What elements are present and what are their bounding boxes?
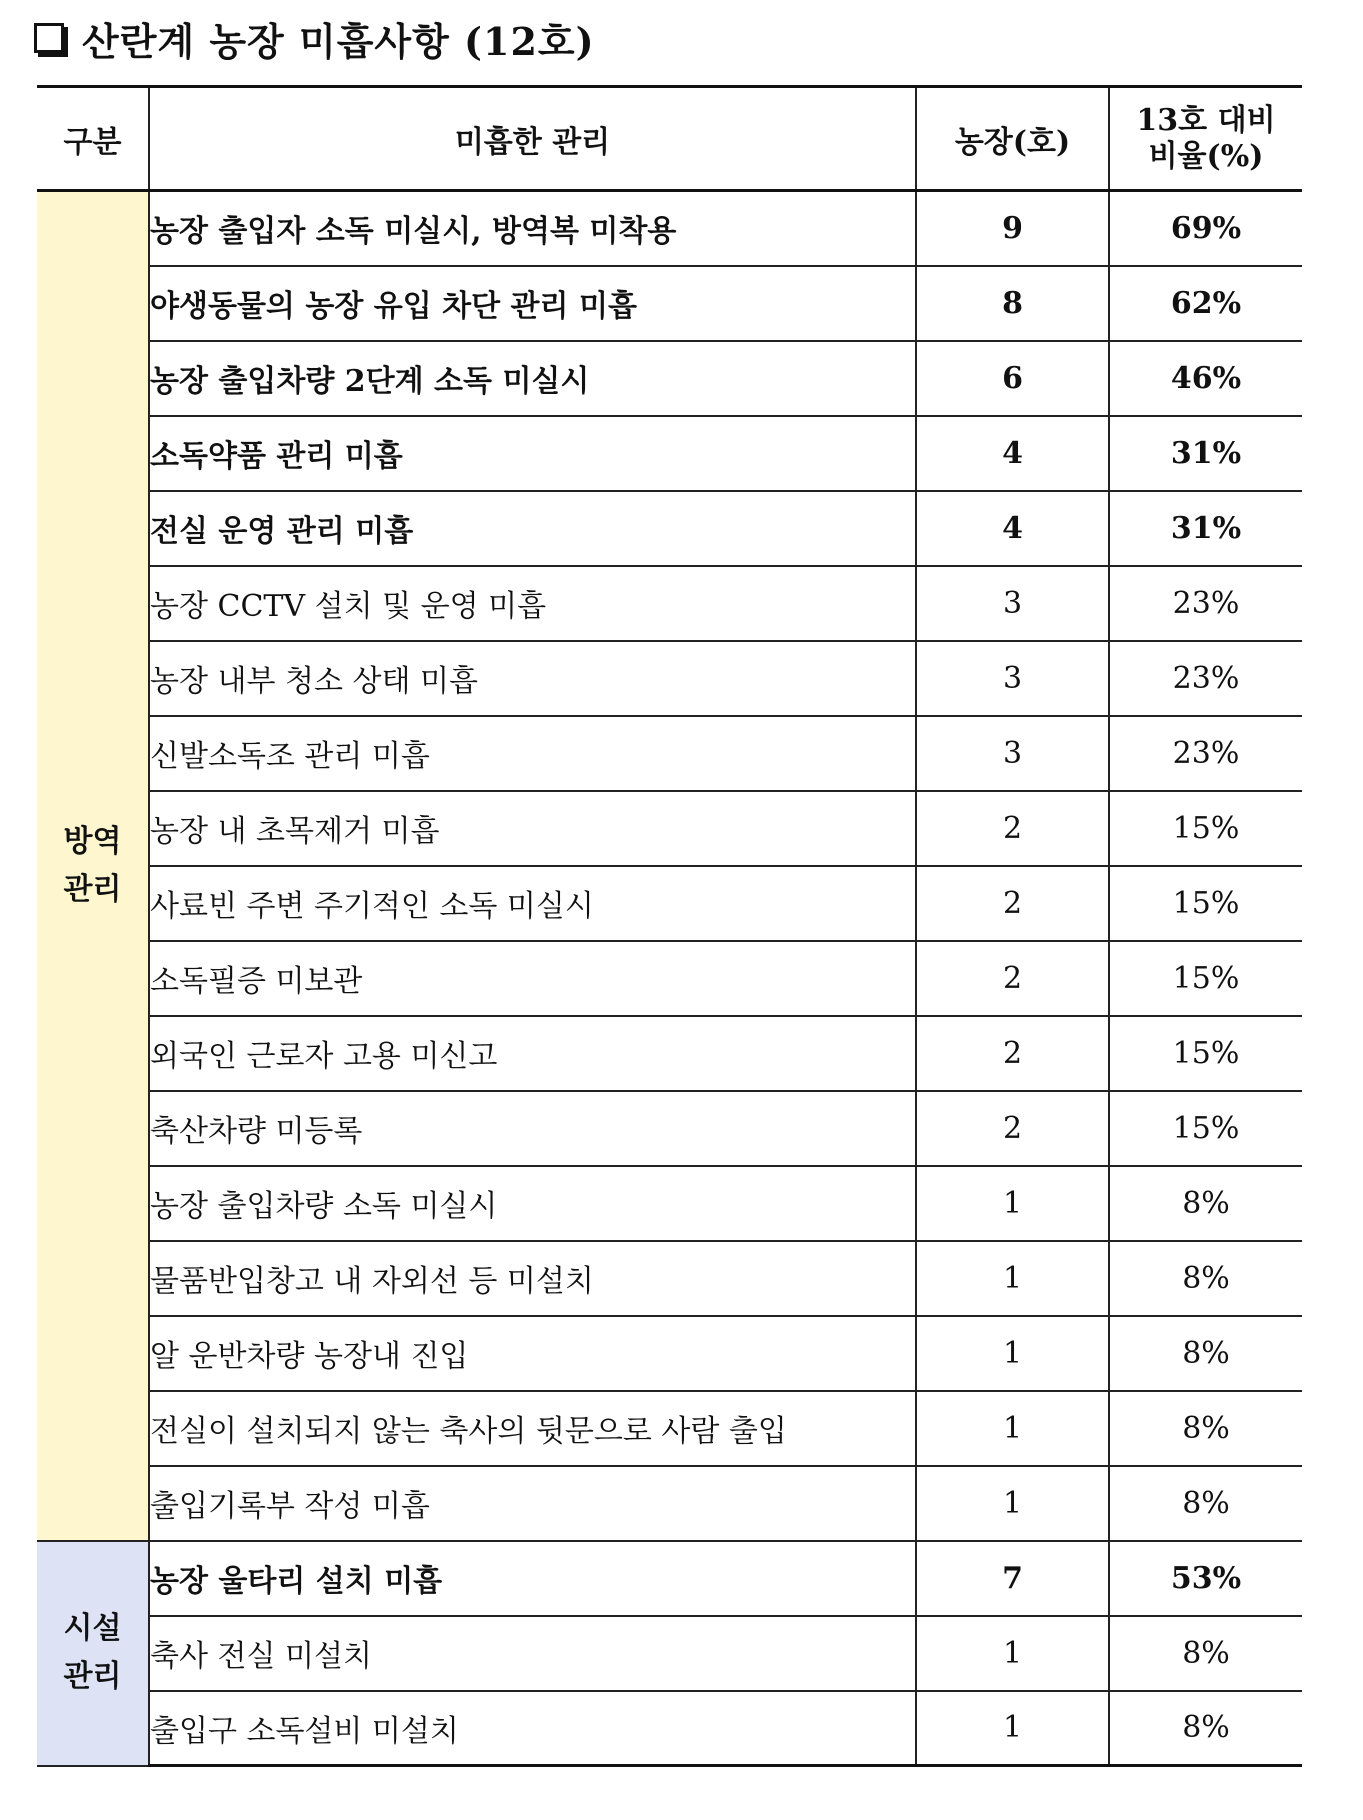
header-category: 구분 xyxy=(37,87,149,191)
table-row xyxy=(37,416,1302,491)
table-row xyxy=(37,491,1302,566)
table-row xyxy=(37,1091,1302,1166)
farm-count-cell: 1 xyxy=(916,1691,1109,1766)
table-body xyxy=(37,191,1302,1766)
table-row xyxy=(37,1466,1302,1541)
item-cell: 농장 울타리 설치 미흡 xyxy=(149,1541,916,1616)
title-row xyxy=(34,8,595,68)
table-row xyxy=(37,1691,1302,1766)
table-row xyxy=(37,341,1302,416)
table-row xyxy=(37,641,1302,716)
table-row xyxy=(37,191,1302,266)
ratio-cell: 46% xyxy=(1109,341,1302,416)
ratio-cell: 23% xyxy=(1109,716,1302,791)
farm-count-cell: 2 xyxy=(916,941,1109,1016)
ratio-cell: 8% xyxy=(1109,1466,1302,1541)
farm-count-cell: 9 xyxy=(916,191,1109,266)
ratio-cell: 69% xyxy=(1109,191,1302,266)
ratio-cell: 8% xyxy=(1109,1166,1302,1241)
table-row xyxy=(37,791,1302,866)
header-ratio-line1: 13호 대비 xyxy=(1136,102,1276,138)
header-ratio xyxy=(1109,87,1302,191)
header-farms: 농장(호) xyxy=(916,87,1109,191)
farm-count-cell: 1 xyxy=(916,1166,1109,1241)
ratio-cell: 15% xyxy=(1109,866,1302,941)
farm-count-cell: 1 xyxy=(916,1241,1109,1316)
category-label-line1: 방역 xyxy=(63,823,122,859)
item-cell: 출입기록부 작성 미흡 xyxy=(149,1466,916,1541)
deficiency-table xyxy=(37,85,1302,1767)
farm-count-cell: 4 xyxy=(916,491,1109,566)
table-row xyxy=(37,1616,1302,1691)
table-row xyxy=(37,1316,1302,1391)
farm-count-cell: 8 xyxy=(916,266,1109,341)
item-cell: 농장 CCTV 설치 및 운영 미흡 xyxy=(149,566,916,641)
farm-count-cell: 1 xyxy=(916,1616,1109,1691)
ratio-cell: 8% xyxy=(1109,1616,1302,1691)
item-cell: 소독필증 미보관 xyxy=(149,941,916,1016)
header-row xyxy=(37,87,1302,191)
farm-count-cell: 1 xyxy=(916,1316,1109,1391)
ratio-cell: 8% xyxy=(1109,1316,1302,1391)
ratio-cell: 62% xyxy=(1109,266,1302,341)
ratio-cell: 15% xyxy=(1109,1016,1302,1091)
ratio-cell: 53% xyxy=(1109,1541,1302,1616)
table-row xyxy=(37,1241,1302,1316)
item-cell: 출입구 소독설비 미설치 xyxy=(149,1691,916,1766)
farm-count-cell: 3 xyxy=(916,566,1109,641)
item-cell: 농장 출입차량 소독 미실시 xyxy=(149,1166,916,1241)
ratio-cell: 31% xyxy=(1109,416,1302,491)
item-cell: 알 운반차량 농장내 진입 xyxy=(149,1316,916,1391)
header-ratio-line2: 비율(%) xyxy=(1148,138,1264,174)
farm-count-cell: 4 xyxy=(916,416,1109,491)
ratio-cell: 23% xyxy=(1109,641,1302,716)
ratio-cell: 15% xyxy=(1109,1091,1302,1166)
table-row xyxy=(37,1016,1302,1091)
table-row xyxy=(37,1391,1302,1466)
item-cell: 전실이 설치되지 않는 축사의 뒷문으로 사람 출입 xyxy=(149,1391,916,1466)
header-item: 미흡한 관리 xyxy=(149,87,916,191)
item-cell: 야생동물의 농장 유입 차단 관리 미흡 xyxy=(149,266,916,341)
ratio-cell: 8% xyxy=(1109,1691,1302,1766)
table-row xyxy=(37,1541,1302,1616)
farm-count-cell: 2 xyxy=(916,866,1109,941)
category-label-line1: 시설 xyxy=(63,1611,122,1646)
item-cell: 사료빈 주변 주기적인 소독 미실시 xyxy=(149,866,916,941)
ratio-cell: 23% xyxy=(1109,566,1302,641)
category-label-line2: 관리 xyxy=(63,1659,122,1694)
ratio-cell: 15% xyxy=(1109,791,1302,866)
item-cell: 물품반입창고 내 자외선 등 미설치 xyxy=(149,1241,916,1316)
farm-count-cell: 2 xyxy=(916,791,1109,866)
checkbox-icon xyxy=(34,23,64,53)
table-row xyxy=(37,866,1302,941)
ratio-cell: 15% xyxy=(1109,941,1302,1016)
ratio-cell: 8% xyxy=(1109,1391,1302,1466)
table-row xyxy=(37,941,1302,1016)
item-cell: 외국인 근로자 고용 미신고 xyxy=(149,1016,916,1091)
table-row xyxy=(37,1166,1302,1241)
item-cell: 농장 내 초목제거 미흡 xyxy=(149,791,916,866)
item-cell: 신발소독조 관리 미흡 xyxy=(149,716,916,791)
farm-count-cell: 3 xyxy=(916,641,1109,716)
category-cell xyxy=(37,191,149,1541)
table-row xyxy=(37,716,1302,791)
table-row xyxy=(37,566,1302,641)
item-cell: 농장 출입차량 2단계 소독 미실시 xyxy=(149,341,916,416)
farm-count-cell: 2 xyxy=(916,1016,1109,1091)
farm-count-cell: 1 xyxy=(916,1391,1109,1466)
category-label-line2: 관리 xyxy=(63,871,122,907)
page-title: 산란계 농장 미흡사항 (12호) xyxy=(82,18,595,64)
item-cell: 전실 운영 관리 미흡 xyxy=(149,491,916,566)
farm-count-cell: 3 xyxy=(916,716,1109,791)
farm-count-cell: 6 xyxy=(916,341,1109,416)
ratio-cell: 8% xyxy=(1109,1241,1302,1316)
farm-count-cell: 7 xyxy=(916,1541,1109,1616)
item-cell: 축산차량 미등록 xyxy=(149,1091,916,1166)
item-cell: 농장 내부 청소 상태 미흡 xyxy=(149,641,916,716)
category-cell xyxy=(37,1541,149,1766)
table-row xyxy=(37,266,1302,341)
farm-count-cell: 2 xyxy=(916,1091,1109,1166)
ratio-cell: 31% xyxy=(1109,491,1302,566)
farm-count-cell: 1 xyxy=(916,1466,1109,1541)
item-cell: 소독약품 관리 미흡 xyxy=(149,416,916,491)
item-cell: 농장 출입자 소독 미실시, 방역복 미착용 xyxy=(149,191,916,266)
item-cell: 축사 전실 미설치 xyxy=(149,1616,916,1691)
